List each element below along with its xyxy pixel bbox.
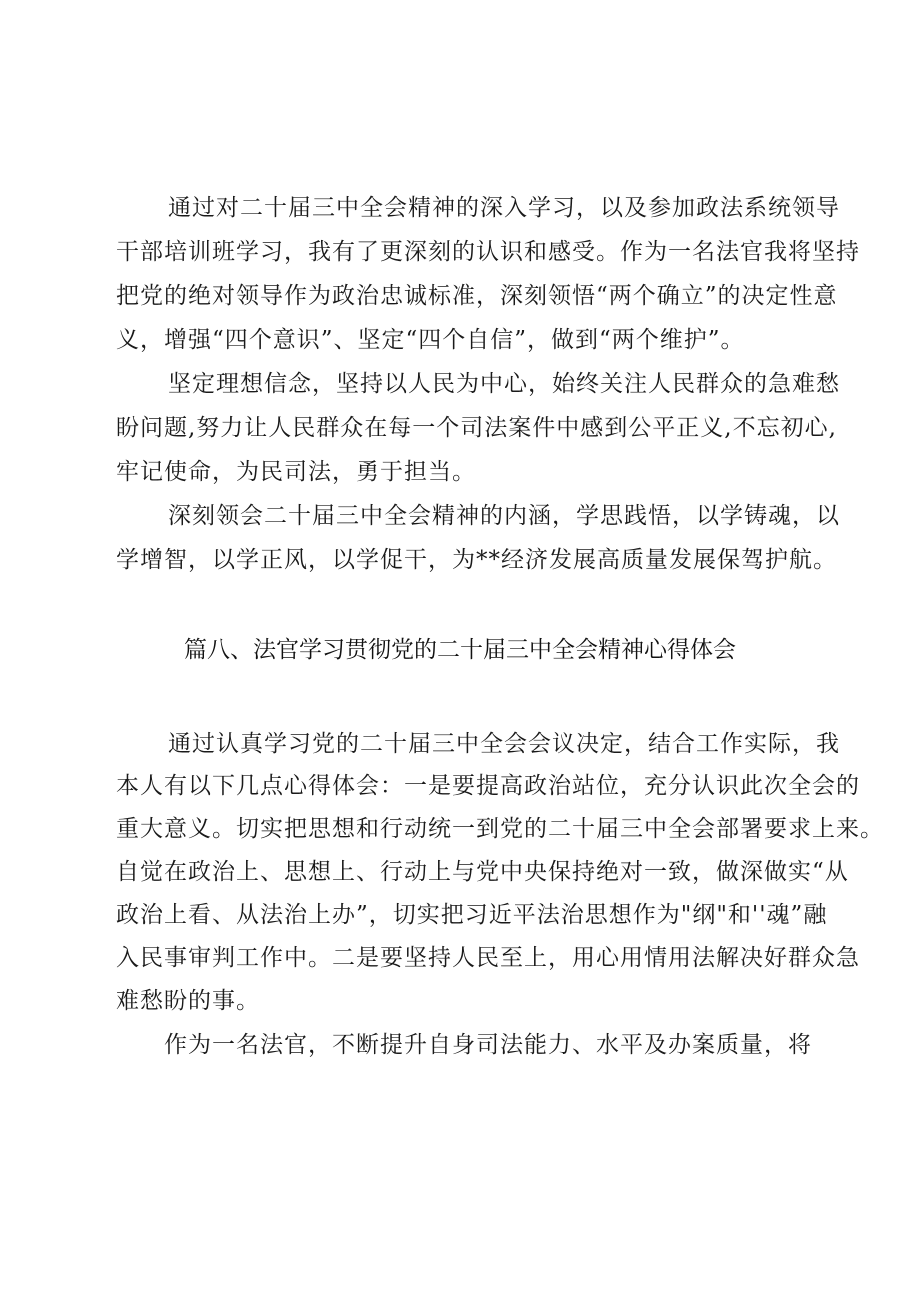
text-line: 义，增强“四个意识”、坚定“四个自信”，做到“两个维护”。 <box>116 327 745 353</box>
text-line: 自觉在政治上、思想上、行动上与党中央保持绝对一致，做深做实“从 <box>116 859 849 885</box>
text-line: 通过认真学习党的二十届三中全会会议决定，结合工作实际，我 <box>168 731 840 757</box>
text-line: 入民事审判工作中。二是要坚持人民至上，用心用情用法解决好群众急 <box>116 945 860 971</box>
text-line: 盼问题,努力让人民群众在每一个司法案件中感到公平正义,不忘初心, <box>116 415 837 441</box>
text-line: 作为一名法官，不断提升自身司法能力、水平及办案质量，将 <box>164 1032 812 1058</box>
section-heading: 篇八、法官学习贯彻党的二十届三中全会精神心得体会 <box>184 637 736 663</box>
text-line: 本人有以下几点心得体会：一是要提高政治站位，充分认识此次全会的 <box>116 773 860 799</box>
text-line: 深刻领会二十届三中全会精神的内涵，学思践悟，以学铸魂，以 <box>168 503 840 529</box>
text-line: 坚定理想信念，坚持以人民为中心，始终关注人民群众的急难愁 <box>168 371 840 397</box>
text-line: 干部培训班学习，我有了更深刻的认识和感受。作为一名法官我将坚持 <box>116 239 860 265</box>
text-line: 学增智，以学正风，以学促干，为**经济发展高质量发展保驾护航。 <box>116 547 837 573</box>
text-line: 牢记使命，为民司法，勇于担当。 <box>116 459 476 485</box>
text-line: 通过对二十届三中全会精神的深入学习，以及参加政法系统领导 <box>168 195 840 221</box>
text-line: 政治上看、从法治上办”，切实把习近平法治思想作为"纲"和''魂”融 <box>116 902 828 928</box>
text-line: 把党的绝对领导作为政治忠诚标准，深刻领悟“两个确立”的决定性意 <box>116 283 838 309</box>
text-line: 重大意义。切实把思想和行动统一到党的二十届三中全会部署要求上来。 <box>116 816 884 842</box>
text-line: 难愁盼的事。 <box>116 988 260 1014</box>
